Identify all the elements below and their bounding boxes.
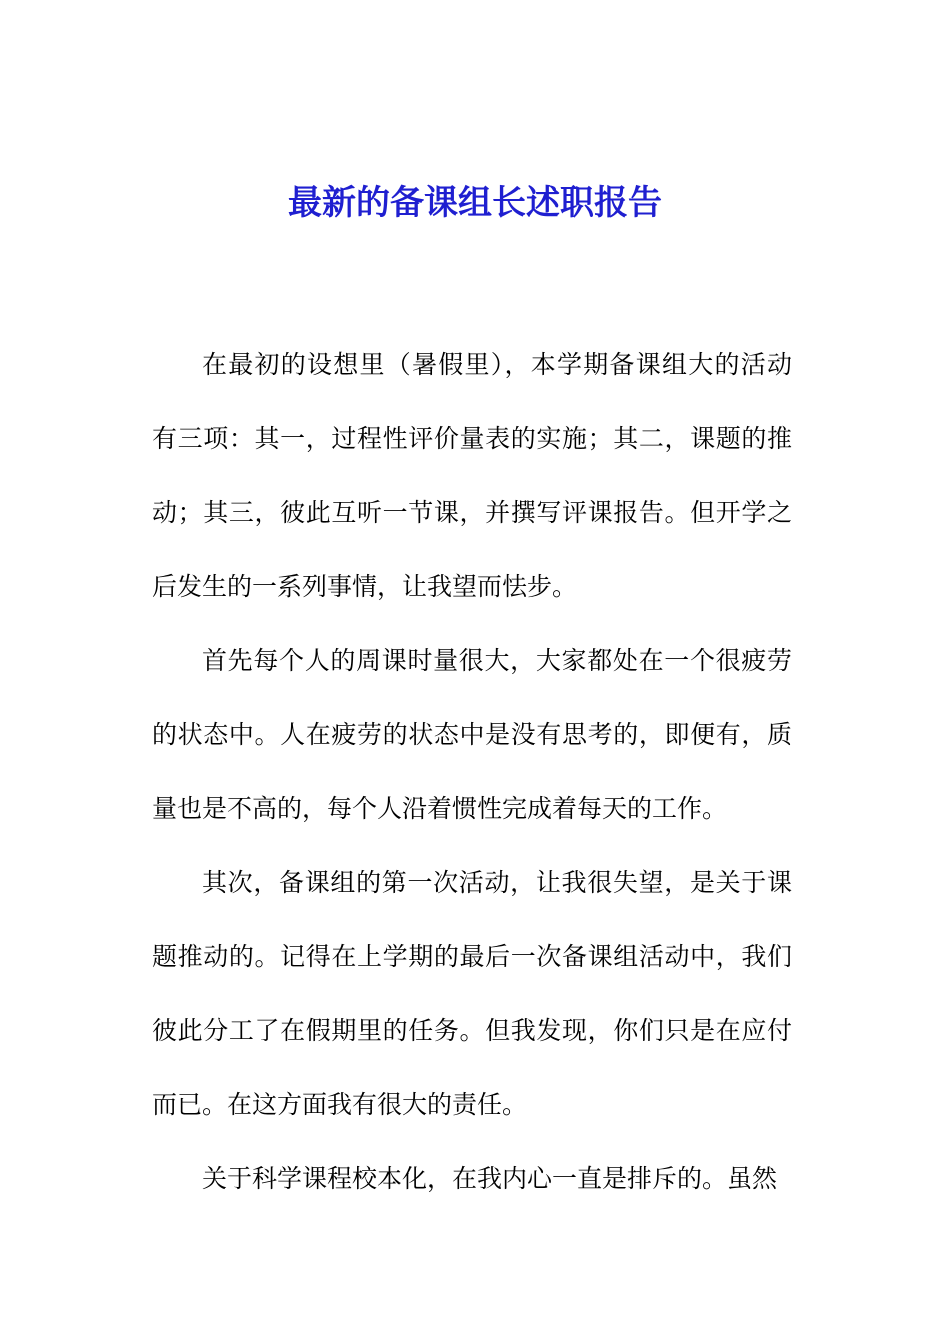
paragraph-2 xyxy=(152,624,792,846)
text-line: 有三项：其一，过程性评价量表的实施；其二，课题的推 xyxy=(152,424,792,453)
text-line: 彼此分工了在假期里的任务。但我发现，你们只是在应付 xyxy=(152,1016,792,1045)
document-body xyxy=(152,328,792,1216)
paragraph-1 xyxy=(152,328,792,624)
paragraph-3 xyxy=(152,846,792,1142)
text-line: 题推动的。记得在上学期的最后一次备课组活动中，我们 xyxy=(152,942,792,971)
text-line: 动；其三，彼此互听一节课，并撰写评课报告。但开学之 xyxy=(152,498,792,527)
text-line: 而已。在这方面我有很大的责任。 xyxy=(152,1090,528,1119)
text-line: 其次，备课组的第一次活动，让我很失望，是关于课 xyxy=(202,868,792,897)
text-line: 量也是不高的，每个人沿着惯性完成着每天的工作。 xyxy=(152,794,728,823)
text-line: 的状态中。人在疲劳的状态中是没有思考的，即便有，质 xyxy=(152,720,792,749)
text-line: 关于科学课程校本化，在我内心一直是排斥的。虽然 xyxy=(202,1164,778,1193)
text-line: 后发生的一系列事情，让我望而怯步。 xyxy=(152,572,578,601)
document-title: 最新的备课组长述职报告 xyxy=(288,183,662,223)
paragraph-4 xyxy=(152,1142,792,1216)
text-line: 在最初的设想里（暑假里），本学期备课组大的活动 xyxy=(202,350,792,379)
text-line: 首先每个人的周课时量很大，大家都处在一个很疲劳 xyxy=(202,646,792,675)
